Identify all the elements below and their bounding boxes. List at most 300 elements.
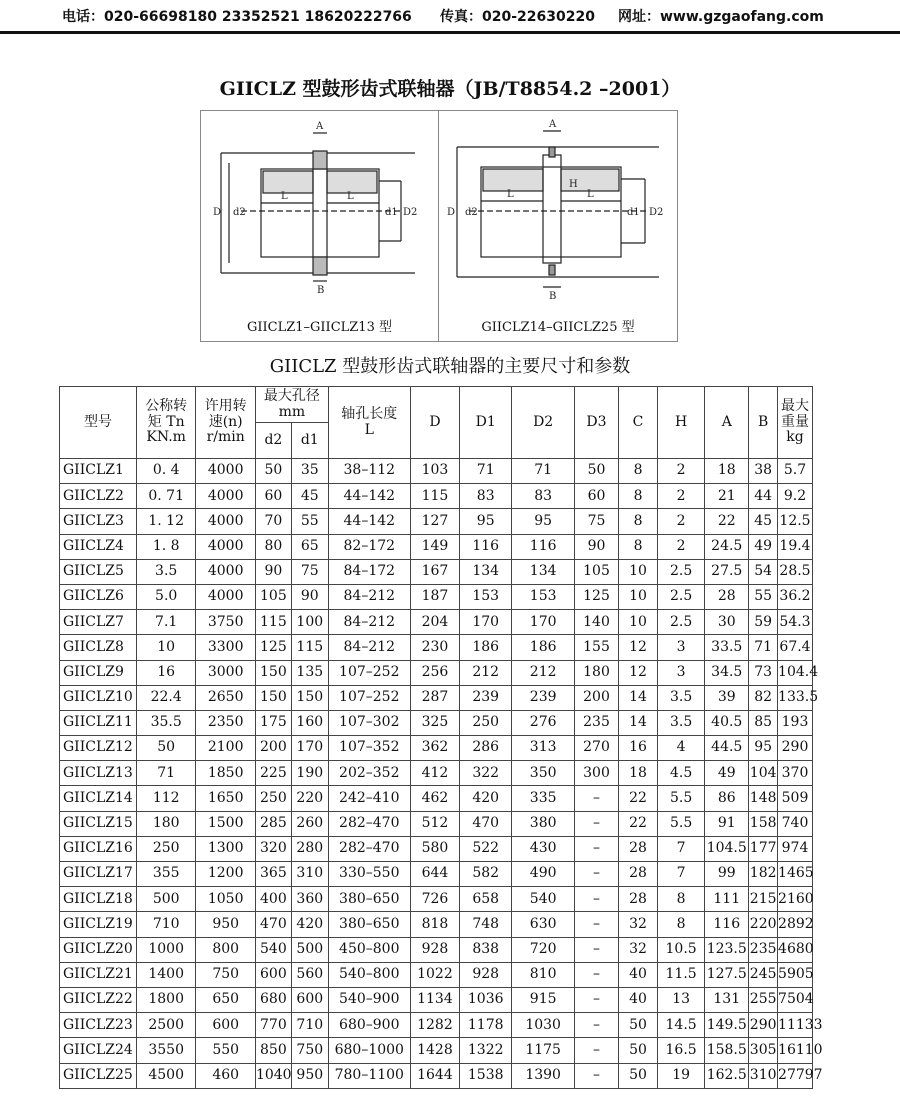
model-cell: GIICLZ11 (60, 710, 137, 735)
label-A: A (316, 121, 324, 132)
value-cell: 186 (460, 635, 512, 660)
value-cell: 99 (705, 862, 749, 887)
table-row (60, 509, 813, 534)
value-cell: 177 (749, 836, 778, 861)
value-cell: 150 (291, 685, 328, 710)
value-cell: 1400 (136, 962, 196, 987)
value-cell: 245 (749, 962, 778, 987)
value-cell: 90 (291, 584, 328, 609)
model-cell: GIICLZ19 (60, 912, 137, 937)
value-cell: 8 (619, 459, 658, 484)
header-torque: 公称转 矩 Tn KN.m (136, 387, 196, 459)
value-cell: 250 (136, 836, 196, 861)
value-cell: 1850 (196, 761, 256, 786)
value-cell: 8 (658, 887, 705, 912)
value-cell: 1644 (410, 1063, 459, 1088)
value-cell: 750 (291, 1038, 328, 1063)
header-weight: 最大 重量 kg (778, 387, 813, 459)
value-cell: 540 (512, 887, 575, 912)
value-cell: 770 (255, 1013, 291, 1038)
value-cell: 420 (460, 786, 512, 811)
value-cell: 24.5 (705, 534, 749, 559)
value-cell: 7504 (778, 987, 813, 1012)
value-cell: 600 (196, 1013, 256, 1038)
value-cell: 2.5 (658, 610, 705, 635)
value-cell: 180 (574, 660, 618, 685)
table-row (60, 786, 813, 811)
value-cell: 658 (460, 887, 512, 912)
table-row (60, 534, 813, 559)
value-cell: 38 (749, 459, 778, 484)
value-cell: 255 (749, 987, 778, 1012)
value-cell: 509 (778, 786, 813, 811)
value-cell: 235 (574, 710, 618, 735)
value-cell: 125 (574, 584, 618, 609)
value-cell: 680–900 (328, 1013, 410, 1038)
label-A-2: A (549, 119, 557, 130)
value-cell: 276 (512, 710, 575, 735)
value-cell: 153 (460, 584, 512, 609)
value-cell: 40.5 (705, 710, 749, 735)
value-cell: 158.5 (705, 1038, 749, 1063)
value-cell: 235 (749, 937, 778, 962)
value-cell: 400 (255, 887, 291, 912)
value-cell: 286 (460, 736, 512, 761)
value-cell: 10 (619, 610, 658, 635)
value-cell: 8 (619, 484, 658, 509)
value-cell: 225 (255, 761, 291, 786)
value-cell: 365 (255, 862, 291, 887)
header-A: A (705, 387, 749, 459)
model-cell: GIICLZ15 (60, 811, 137, 836)
value-cell: 22 (619, 786, 658, 811)
fax-text: 传真：020-22630220 (440, 9, 595, 25)
value-cell: 54 (749, 559, 778, 584)
value-cell: 116 (705, 912, 749, 937)
table-row (60, 610, 813, 635)
value-cell: 512 (410, 811, 459, 836)
value-cell: 16 (136, 660, 196, 685)
value-cell: 107–302 (328, 710, 410, 735)
value-cell: 8 (658, 912, 705, 937)
value-cell: 82 (749, 685, 778, 710)
value-cell: 65 (291, 534, 328, 559)
value-cell: 4000 (196, 559, 256, 584)
value-cell: 83 (460, 484, 512, 509)
value-cell: 7 (658, 862, 705, 887)
value-cell: 38–112 (328, 459, 410, 484)
value-cell: 49 (705, 761, 749, 786)
value-cell: 928 (460, 962, 512, 987)
model-cell: GIICLZ23 (60, 1013, 137, 1038)
value-cell: 580 (410, 836, 459, 861)
value-cell: 5.5 (658, 786, 705, 811)
value-cell: 282–470 (328, 811, 410, 836)
value-cell: 95 (512, 509, 575, 534)
value-cell: 3000 (196, 660, 256, 685)
model-cell: GIICLZ9 (60, 660, 137, 685)
value-cell: 55 (291, 509, 328, 534)
value-cell: 362 (410, 736, 459, 761)
model-cell: GIICLZ24 (60, 1038, 137, 1063)
value-cell: 522 (460, 836, 512, 861)
value-cell: 1175 (512, 1038, 575, 1063)
figure-caption-2: GIICLZ14–GIICLZ25 型 (481, 320, 635, 335)
value-cell: 50 (255, 459, 291, 484)
value-cell: 412 (410, 761, 459, 786)
model-cell: GIICLZ6 (60, 584, 137, 609)
value-cell: 36.2 (778, 584, 813, 609)
value-cell: 600 (291, 987, 328, 1012)
value-cell: 740 (778, 811, 813, 836)
value-cell: 167 (410, 559, 459, 584)
value-cell: 34.5 (705, 660, 749, 685)
value-cell: 28 (619, 862, 658, 887)
value-cell: – (574, 836, 618, 861)
value-cell: 0. 4 (136, 459, 196, 484)
value-cell: 115 (410, 484, 459, 509)
model-cell: GIICLZ21 (60, 962, 137, 987)
value-cell: 3 (658, 635, 705, 660)
value-cell: 95 (460, 509, 512, 534)
value-cell: 190 (291, 761, 328, 786)
value-cell: 193 (778, 710, 813, 735)
value-cell: 280 (291, 836, 328, 861)
header-D3: D3 (574, 387, 618, 459)
value-cell: 111 (705, 887, 749, 912)
value-cell: 84–212 (328, 584, 410, 609)
value-cell: 582 (460, 862, 512, 887)
table-row (60, 660, 813, 685)
value-cell: 59 (749, 610, 778, 635)
label-D2: D2 (403, 207, 418, 218)
value-cell: 16110 (778, 1038, 813, 1063)
value-cell: 35 (291, 459, 328, 484)
coupling-drawing-1 (201, 111, 438, 311)
value-cell: 1. 12 (136, 509, 196, 534)
value-cell: 0. 71 (136, 484, 196, 509)
value-cell: 1322 (460, 1038, 512, 1063)
value-cell: 33.5 (705, 635, 749, 660)
value-cell: 550 (196, 1038, 256, 1063)
value-cell: 27797 (778, 1063, 813, 1088)
header-shaft-length: 轴孔长度 L (328, 387, 410, 459)
value-cell: 287 (410, 685, 459, 710)
value-cell: 204 (410, 610, 459, 635)
value-cell: 2160 (778, 887, 813, 912)
value-cell: 55 (749, 584, 778, 609)
label-d2: d2 (233, 207, 246, 218)
value-cell: 104 (749, 761, 778, 786)
value-cell: 200 (255, 736, 291, 761)
value-cell: 19 (658, 1063, 705, 1088)
value-cell: 7.1 (136, 610, 196, 635)
table-row (60, 761, 813, 786)
value-cell: 153 (512, 584, 575, 609)
label-d1: d1 (385, 207, 398, 218)
value-cell: 850 (255, 1038, 291, 1063)
value-cell: 150 (255, 685, 291, 710)
value-cell: 325 (410, 710, 459, 735)
value-cell: 560 (291, 962, 328, 987)
value-cell: 8 (619, 509, 658, 534)
value-cell: 748 (460, 912, 512, 937)
value-cell: 750 (196, 962, 256, 987)
value-cell: 2 (658, 484, 705, 509)
value-cell: 2 (658, 509, 705, 534)
value-cell: 242–410 (328, 786, 410, 811)
value-cell: 149 (410, 534, 459, 559)
value-cell: – (574, 962, 618, 987)
table-row (60, 1063, 813, 1088)
value-cell: – (574, 1013, 618, 1038)
value-cell: 3.5 (658, 685, 705, 710)
table-row (60, 912, 813, 937)
value-cell: 470 (460, 811, 512, 836)
value-cell: 250 (255, 786, 291, 811)
value-cell: 14.5 (658, 1013, 705, 1038)
value-cell: 32 (619, 937, 658, 962)
value-cell: 1390 (512, 1063, 575, 1088)
value-cell: 70 (255, 509, 291, 534)
value-cell: 974 (778, 836, 813, 861)
value-cell: 1050 (196, 887, 256, 912)
table-title: GIICLZ 型鼓形齿式联轴器的主要尺寸和参数 (269, 356, 631, 377)
value-cell: 500 (291, 937, 328, 962)
value-cell: 710 (291, 1013, 328, 1038)
value-cell: 360 (291, 887, 328, 912)
value-cell: 28.5 (778, 559, 813, 584)
label-L-left: L (281, 191, 288, 202)
value-cell: 3.5 (658, 710, 705, 735)
value-cell: 4000 (196, 484, 256, 509)
value-cell: 84–172 (328, 559, 410, 584)
value-cell: 818 (410, 912, 459, 937)
value-cell: 285 (255, 811, 291, 836)
page-title: GIICLZ 型鼓形齿式联轴器（JB/T8854.2 –2001） (219, 78, 681, 100)
value-cell: 1036 (460, 987, 512, 1012)
value-cell: 380–650 (328, 912, 410, 937)
value-cell: 116 (512, 534, 575, 559)
model-cell: GIICLZ5 (60, 559, 137, 584)
value-cell: 170 (460, 610, 512, 635)
value-cell: 10 (136, 635, 196, 660)
value-cell: 310 (749, 1063, 778, 1088)
label-H-2: H (569, 179, 578, 190)
value-cell: 8 (619, 534, 658, 559)
value-cell: 270 (574, 736, 618, 761)
value-cell: 131 (705, 987, 749, 1012)
header-d2: d2 (255, 423, 291, 459)
model-cell: GIICLZ18 (60, 887, 137, 912)
value-cell: 162.5 (705, 1063, 749, 1088)
value-cell: 335 (512, 786, 575, 811)
table-row (60, 559, 813, 584)
value-cell: 3 (658, 660, 705, 685)
label-B: B (317, 285, 325, 296)
value-cell: 170 (512, 610, 575, 635)
value-cell: 282–470 (328, 836, 410, 861)
value-cell: 44–142 (328, 509, 410, 534)
value-cell: – (574, 1038, 618, 1063)
value-cell: 103 (410, 459, 459, 484)
value-cell: 5.5 (658, 811, 705, 836)
model-cell: GIICLZ14 (60, 786, 137, 811)
value-cell: 104.5 (705, 836, 749, 861)
value-cell: 160 (291, 710, 328, 735)
value-cell: 75 (291, 559, 328, 584)
value-cell: 133.5 (778, 685, 813, 710)
value-cell: 1030 (512, 1013, 575, 1038)
value-cell: 71 (460, 459, 512, 484)
value-cell: 45 (749, 509, 778, 534)
value-cell: 1. 8 (136, 534, 196, 559)
value-cell: 125 (255, 635, 291, 660)
value-cell: 83 (512, 484, 575, 509)
value-cell: 200 (574, 685, 618, 710)
model-cell: GIICLZ22 (60, 987, 137, 1012)
value-cell: 462 (410, 786, 459, 811)
value-cell: – (574, 811, 618, 836)
value-cell: 44 (749, 484, 778, 509)
value-cell: 215 (749, 887, 778, 912)
value-cell: 54.3 (778, 610, 813, 635)
value-cell: 116 (460, 534, 512, 559)
value-cell: 239 (512, 685, 575, 710)
value-cell: 140 (574, 610, 618, 635)
value-cell: 22 (705, 509, 749, 534)
value-cell: 22 (619, 811, 658, 836)
value-cell: 313 (512, 736, 575, 761)
value-cell: 310 (291, 862, 328, 887)
value-cell: 1465 (778, 862, 813, 887)
value-cell: 810 (512, 962, 575, 987)
value-cell: 28 (619, 836, 658, 861)
value-cell: 50 (574, 459, 618, 484)
value-cell: 600 (255, 962, 291, 987)
value-cell: 720 (512, 937, 575, 962)
figure-caption-1: GIICLZ1–GIICLZ13 型 (247, 320, 392, 335)
value-cell: 86 (705, 786, 749, 811)
value-cell: 50 (136, 736, 196, 761)
coupling-drawing-2 (439, 111, 677, 311)
value-cell: 44–142 (328, 484, 410, 509)
value-cell: 220 (749, 912, 778, 937)
value-cell: 1650 (196, 786, 256, 811)
value-cell: 127.5 (705, 962, 749, 987)
header-D2: D2 (512, 387, 575, 459)
table-row (60, 811, 813, 836)
table-row (60, 710, 813, 735)
value-cell: 50 (619, 1038, 658, 1063)
value-cell: 950 (196, 912, 256, 937)
value-cell: 450–800 (328, 937, 410, 962)
value-cell: 1538 (460, 1063, 512, 1088)
value-cell: 726 (410, 887, 459, 912)
value-cell: 7 (658, 836, 705, 861)
value-cell: 4680 (778, 937, 813, 962)
value-cell: 460 (196, 1063, 256, 1088)
header-H: H (658, 387, 705, 459)
model-cell: GIICLZ3 (60, 509, 137, 534)
header-rule (0, 31, 900, 34)
value-cell: 4000 (196, 509, 256, 534)
label-D-2: D (447, 207, 456, 218)
value-cell: 115 (255, 610, 291, 635)
value-cell: 107–352 (328, 736, 410, 761)
value-cell: 91 (705, 811, 749, 836)
value-cell: 256 (410, 660, 459, 685)
value-cell: 11.5 (658, 962, 705, 987)
table-row (60, 1038, 813, 1063)
drawing-panel (200, 110, 678, 342)
value-cell: 950 (291, 1063, 328, 1088)
value-cell: 112 (136, 786, 196, 811)
table-row (60, 484, 813, 509)
value-cell: 2 (658, 534, 705, 559)
value-cell: 4 (658, 736, 705, 761)
value-cell: 107–252 (328, 660, 410, 685)
value-cell: 71 (749, 635, 778, 660)
value-cell: 370 (778, 761, 813, 786)
value-cell: – (574, 786, 618, 811)
value-cell: 290 (778, 736, 813, 761)
model-cell: GIICLZ17 (60, 862, 137, 887)
value-cell: 4000 (196, 534, 256, 559)
value-cell: 95 (749, 736, 778, 761)
value-cell: 134 (460, 559, 512, 584)
value-cell: 710 (136, 912, 196, 937)
value-cell: 85 (749, 710, 778, 735)
value-cell: 115 (291, 635, 328, 660)
table-row (60, 1013, 813, 1038)
contact-bar (0, 0, 900, 30)
table-row (60, 962, 813, 987)
value-cell: 1134 (410, 987, 459, 1012)
value-cell: 45 (291, 484, 328, 509)
value-cell: 50 (619, 1063, 658, 1088)
table-row (60, 685, 813, 710)
value-cell: 780–1100 (328, 1063, 410, 1088)
value-cell: 800 (196, 937, 256, 962)
value-cell: 18 (705, 459, 749, 484)
website-link[interactable]: 网址：www.gzgaofang.com (618, 9, 824, 25)
table-row (60, 836, 813, 861)
value-cell: 260 (291, 811, 328, 836)
value-cell: 290 (749, 1013, 778, 1038)
value-cell: 44.5 (705, 736, 749, 761)
model-cell: GIICLZ25 (60, 1063, 137, 1088)
header-C: C (619, 387, 658, 459)
value-cell: 430 (512, 836, 575, 861)
value-cell: 11133 (778, 1013, 813, 1038)
value-cell: 82–172 (328, 534, 410, 559)
value-cell: 14 (619, 685, 658, 710)
value-cell: 67.4 (778, 635, 813, 660)
label-D2-2: D2 (649, 207, 664, 218)
value-cell: 3300 (196, 635, 256, 660)
value-cell: 928 (410, 937, 459, 962)
value-cell: 4.5 (658, 761, 705, 786)
model-cell: GIICLZ20 (60, 937, 137, 962)
phone-text: 电话：020-66698180 23352521 18620222766 (62, 9, 412, 25)
value-cell: 123.5 (705, 937, 749, 962)
value-cell: 330–550 (328, 862, 410, 887)
model-cell: GIICLZ8 (60, 635, 137, 660)
label-B-2: B (549, 291, 557, 302)
value-cell: 500 (136, 887, 196, 912)
value-cell: 350 (512, 761, 575, 786)
